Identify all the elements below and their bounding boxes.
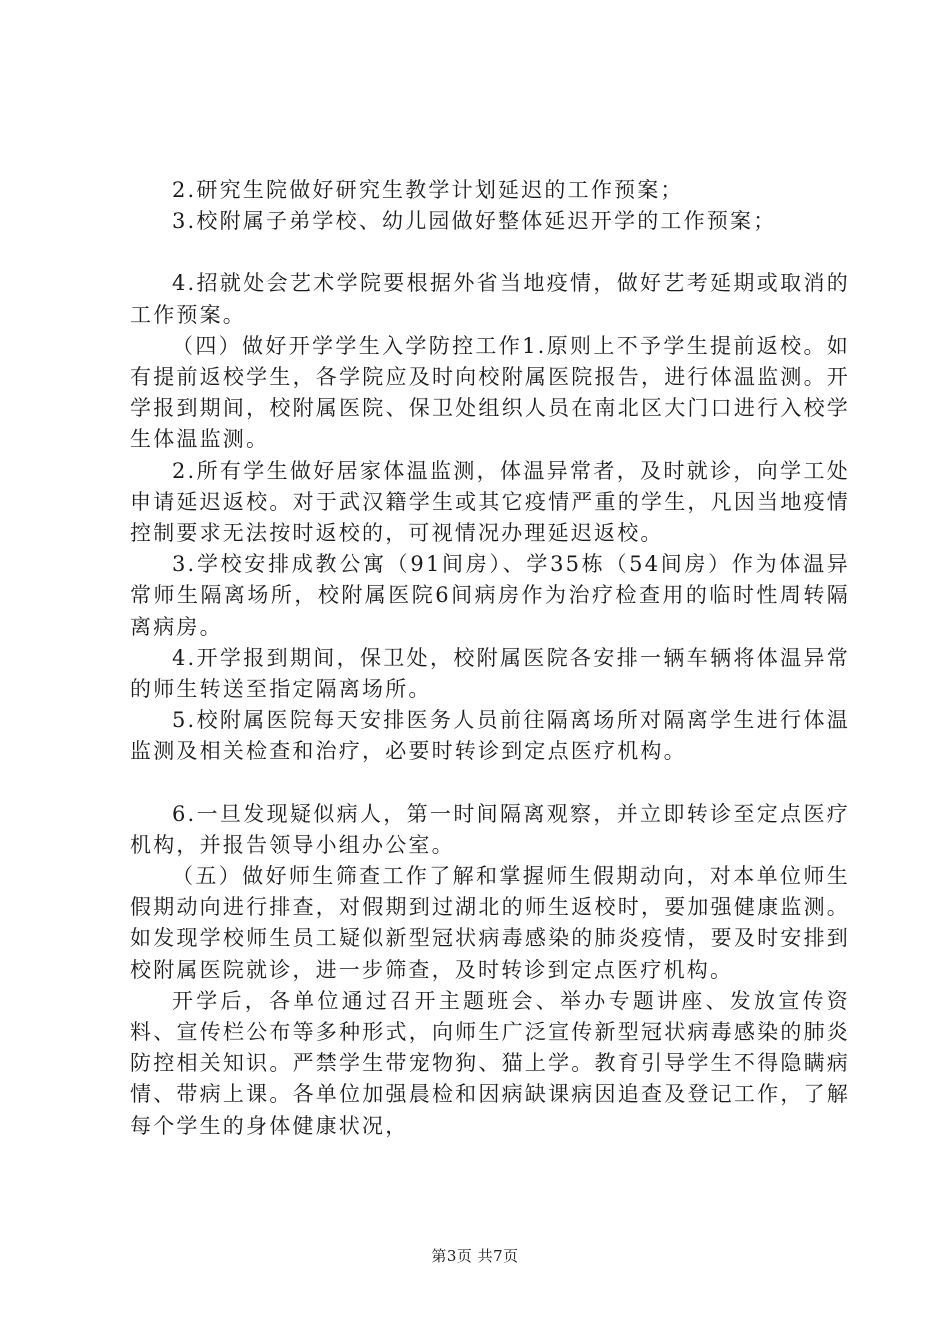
paragraph-suspected-case: 6.一旦发现疑似病人，第一时间隔离观察，并立即转诊至定点医疗机构，并报告领导小组办公室。 (130, 801, 850, 857)
paragraph-isolation-sites: 3.学校安排成教公寓（91间房）、学35栋（54间房）作为体温异常师生隔离场所，校附属医院6间病房作为治疗检查用的临时性周转隔离病房。 (130, 552, 850, 639)
paragraph-transport: 4.开学报到期间，保卫处，校附属医院各安排一辆车辆将体温异常的师生转送至指定隔离场所。 (130, 645, 850, 702)
paragraph-school-kindergarten: 3.校附属子弟学校、幼儿园做好整体延迟开学的工作预案； (172, 209, 777, 234)
page-footer: 第3页 共7页 (431, 1247, 519, 1265)
paragraph-section-four: （四）做好开学学生入学防控工作1.原则上不予学生提前返校。如有提前返校学生，各学院应及时向校附属医院报告，进行体温监测。开学报到期间，校附属医院、保卫处组织人员在南北区大门口进行入校学生体温监测。 (130, 333, 850, 452)
paragraph-section-five: （五）做好师生筛查工作了解和掌握师生假期动向，对本单位师生假期动向进行排查，对假期到过湖北的师生返校时，要加强健康监测。如发现学校师生员工疑似新型冠状病毒感染的肺炎疫情，要及时安排到校附属医院就诊，进一步筛查，及时转诊到定点医疗机构。 (130, 864, 850, 982)
paragraph-after-opening: 开学后，各单位通过召开主题班会、举办专题讲座、发放宣传资料、宣传栏公布等多种形式，向师生广泛宣传新型冠状病毒感染的肺炎防控相关知识。严禁学生带宠物狗、猫上学。教育引导学生不得隐瞒病情、带病上课。各单位加强晨检和因病缺课病因追查及登记工作，了解每个学生的身体健康状况， (130, 988, 850, 1138)
document-body (130, 175, 850, 1142)
paragraph-graduate-plan: 2.研究生院做好研究生教学计划延迟的工作预案； (172, 178, 684, 202)
paragraph-medical-staff: 5.校附属医院每天安排医务人员前往隔离场所对隔离学生进行体温监测及相关检查和治疗，必要时转诊到定点医疗机构。 (130, 708, 850, 764)
paragraph-home-monitoring: 2.所有学生做好居家体温监测，体温异常者，及时就诊，向学工处申请延迟返校。对于武汉籍学生或其它疫情严重的学生，凡因当地疫情控制要求无法按时返校的，可视情况办理延迟返校。 (130, 458, 850, 546)
paragraph-art-exam: 4.招就处会艺术学院要根据外省当地疫情，做好艺考延期或取消的工作预案。 (130, 271, 850, 327)
